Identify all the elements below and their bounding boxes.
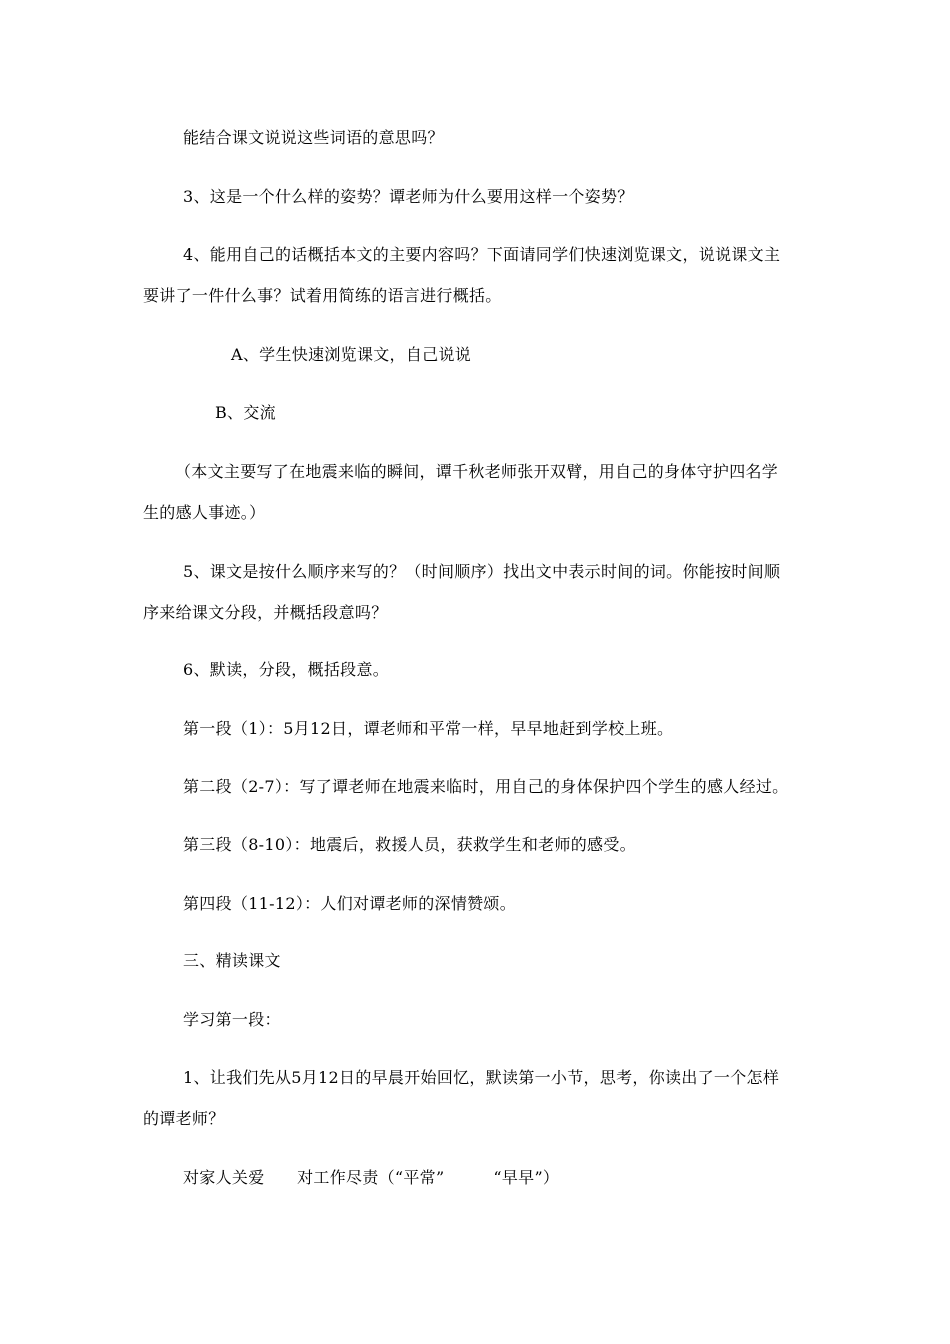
paragraph-line: 要讲了一件什么事？试着用简练的语言进行概括。	[143, 286, 502, 305]
paragraph-line: 第四段（11-12）：人们对谭老师的深情赞颂。	[183, 894, 517, 913]
paragraph-line: B、交流	[215, 403, 276, 422]
paragraph-line: 1、让我们先从5月12日的早晨开始回忆，默读第一小节，思考，你读出了一个怎样	[183, 1068, 780, 1087]
paragraph-line: 生的感人事迹。）	[143, 503, 266, 522]
paragraph-line: 第三段（8-10）：地震后，救援人员，获救学生和老师的感受。	[183, 835, 636, 854]
paragraph-line: 第二段（2-7）：写了谭老师在地震来临时，用自己的身体保护四个学生的感人经过。	[183, 777, 789, 796]
paragraph-line: 6、默读，分段，概括段意。	[183, 660, 390, 679]
paragraph-line: A、学生快速浏览课文，自己说说	[231, 345, 472, 364]
paragraph-line: （本文主要写了在地震来临的瞬间，谭千秋老师张开双臂，用自己的身体守护四名学	[175, 462, 779, 481]
paragraph-line: 3、这是一个什么样的姿势？谭老师为什么要用这样一个姿势？	[183, 187, 634, 206]
paragraph-line: 第一段（1）：5月12日，谭老师和平常一样，早早地赶到学校上班。	[183, 719, 674, 738]
paragraph-line: 能结合课文说说这些词语的意思吗？	[183, 128, 444, 147]
paragraph-line: 4、能用自己的话概括本文的主要内容吗？下面请同学们快速浏览课文，说说课文主	[183, 245, 781, 264]
paragraph-line: 学习第一段：	[183, 1010, 281, 1029]
paragraph-line: 序来给课文分段，并概括段意吗？	[143, 603, 388, 622]
paragraph-line: 对家人关爱 对工作尽责（“平常” “早早”）	[183, 1168, 560, 1187]
section-heading: 三、精读课文	[183, 951, 281, 970]
paragraph-line: 的谭老师？	[143, 1109, 225, 1128]
paragraph-line: 5、课文是按什么顺序来写的？（时间顺序）找出文中表示时间的词。你能按时间顺	[183, 562, 781, 581]
